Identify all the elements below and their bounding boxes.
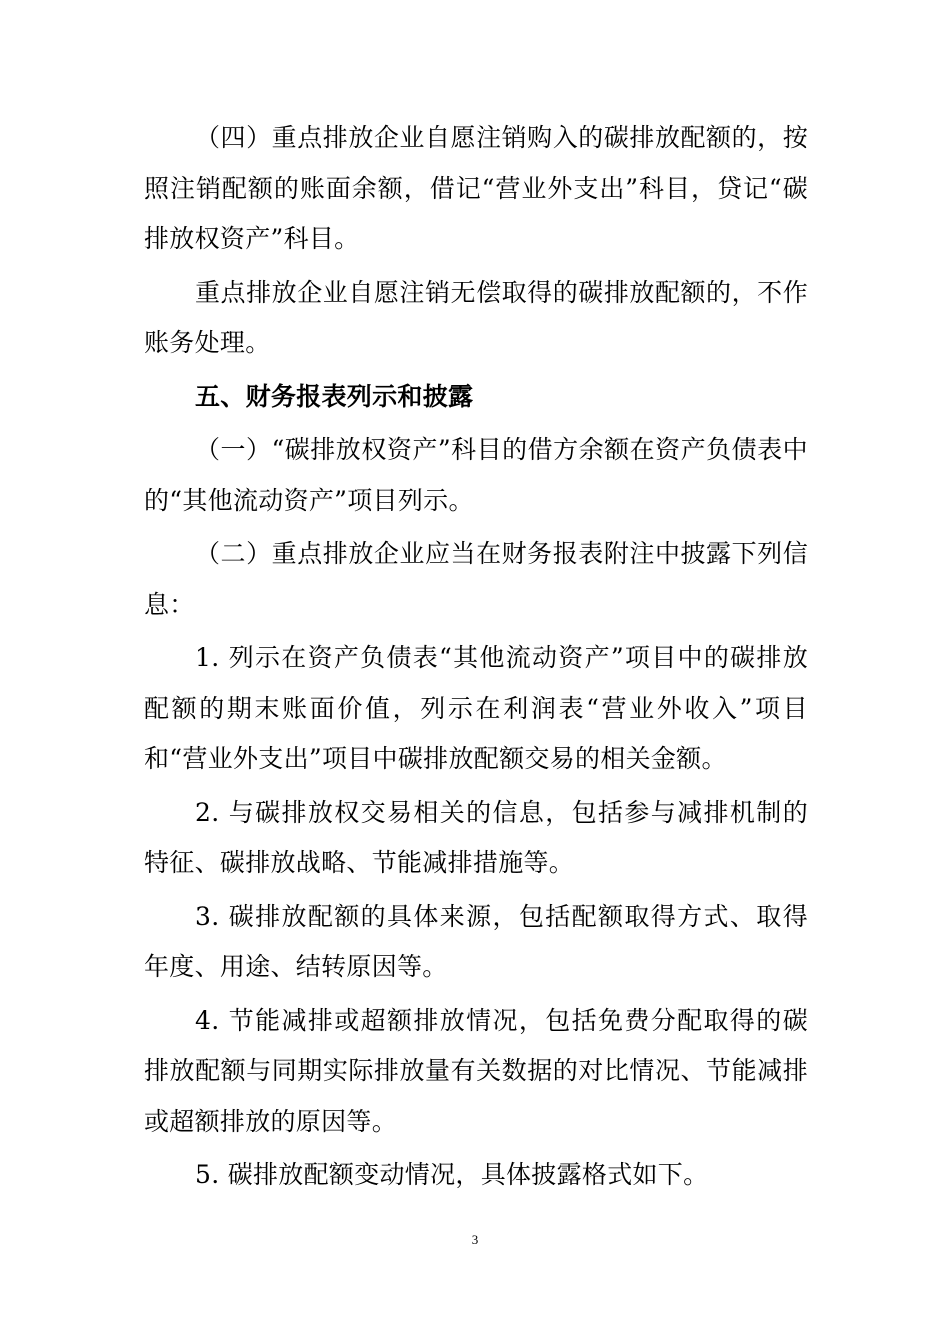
page-number: 3 xyxy=(471,1232,479,1247)
list-item-1: 1. 列示在资产负债表“其他流动资产”项目中的碳排放配额的期末账面价值，列示在利润表“营业外收入”项目和“营业外支出”项目中碳排放配额交易的相关金额。 xyxy=(144,643,808,773)
paragraph-item-one: （一）“碳排放权资产”科目的借方余额在资产负债表中的“其他流动资产”项目列示。 xyxy=(144,435,808,515)
list-item-5: 5. 碳排放配额变动情况，具体披露格式如下。 xyxy=(195,1160,709,1189)
list-item-2: 2. 与碳排放权交易相关的信息，包括参与减排机制的特征、碳排放战略、节能减排措施等。 xyxy=(144,797,808,877)
paragraph-section-four: （四）重点排放企业自愿注销购入的碳排放配额的，按照注销配额的账面余额，借记“营业外支出”科目，贷记“碳排放权资产”科目。 xyxy=(144,123,808,253)
list-item-4: 4. 节能减排或超额排放情况，包括免费分配取得的碳排放配额与同期实际排放量有关数据的对比情况、节能减排或超额排放的原因等。 xyxy=(144,1005,808,1136)
list-item-3: 3. 碳排放配额的具体来源，包括配额取得方式、取得年度、用途、结转原因等。 xyxy=(144,901,808,981)
paragraph-voluntary-cancellation: 重点排放企业自愿注销无偿取得的碳排放配额的，不作账务处理。 xyxy=(144,277,808,357)
section-heading-financial-statements: 五、财务报表列示和披露 xyxy=(195,381,474,411)
document-body xyxy=(144,113,808,1204)
paragraph-item-two: （二）重点排放企业应当在财务报表附注中披露下列信息： xyxy=(144,539,808,619)
